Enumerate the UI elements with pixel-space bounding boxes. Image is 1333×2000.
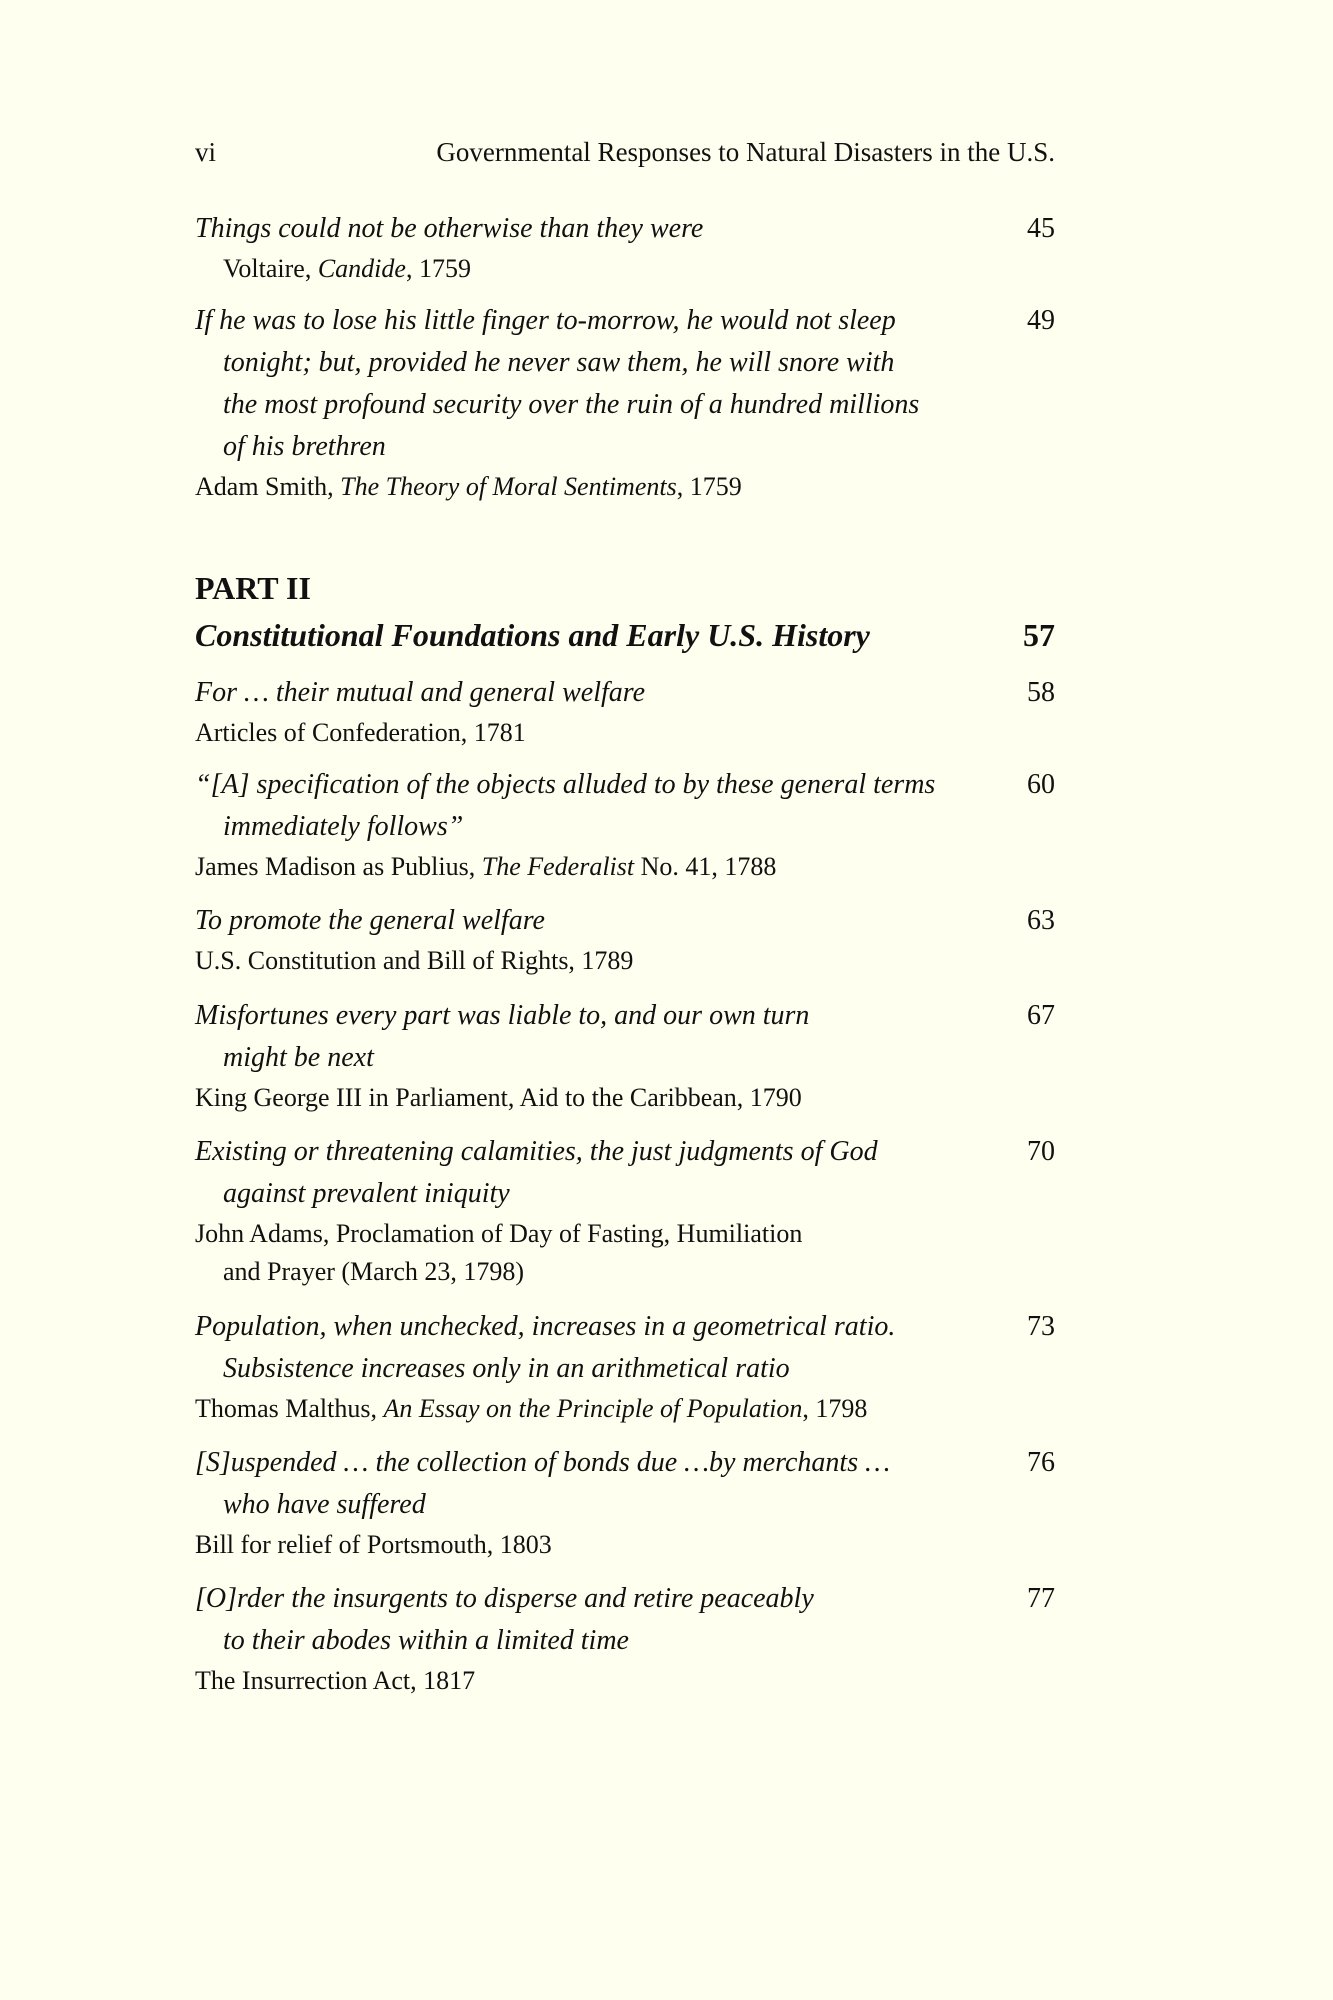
- entry-page-number: 67: [1027, 1000, 1055, 1031]
- source-author: Voltaire,: [223, 254, 318, 283]
- entry-quote-line: who have suffered: [223, 1489, 426, 1520]
- entry-quote-line: Things could not be otherwise than they were: [195, 213, 704, 244]
- source-text: The Insurrection Act, 1817: [195, 1666, 476, 1695]
- entry-quote-line: Existing or threatening calamities, the just judgments of God: [195, 1136, 878, 1167]
- source-text: U.S. Constitution and Bill of Rights, 1789: [195, 946, 634, 975]
- source-year: , 1798: [802, 1394, 868, 1423]
- toc-entry[interactable]: [195, 672, 1055, 752]
- toc-entry[interactable]: [195, 1306, 1055, 1428]
- toc-page: [195, 0, 1055, 2000]
- entry-quote-line: Population, when unchecked, increases in a geometrical ratio.: [195, 1311, 896, 1342]
- entry-page-number: 63: [1027, 905, 1055, 936]
- entry-source: [195, 468, 1055, 506]
- entry-source: [195, 1390, 1055, 1428]
- entry-quote-line: [S]uspended … the collection of bonds due …by merchants …: [195, 1447, 890, 1478]
- entry-page-number: 77: [1027, 1583, 1055, 1614]
- toc-entry[interactable]: [195, 1442, 1055, 1564]
- book-title: Governmental Responses to Natural Disasters in the U.S.: [436, 137, 1055, 167]
- source-text: and Prayer (March 23, 1798): [223, 1257, 525, 1286]
- toc-entry[interactable]: [195, 1131, 1055, 1291]
- entry-source: [195, 1215, 1055, 1253]
- entry-quote-line: against prevalent iniquity: [223, 1178, 510, 1209]
- entry-quote-line: “[A] specification of the objects alluded to by these general terms: [195, 769, 936, 800]
- entry-page-number: 73: [1027, 1311, 1055, 1342]
- entry-quote-line: To promote the general welfare: [195, 905, 545, 936]
- entry-quote-line: the most profound security over the ruin of a hundred millions: [223, 389, 920, 420]
- source-year: , 1759: [676, 472, 742, 501]
- entry-quote-line: might be next: [223, 1042, 374, 1073]
- entry-page-number: 60: [1027, 769, 1055, 800]
- source-text: King George III in Parliament, Aid to the Caribbean, 1790: [195, 1083, 802, 1112]
- running-head: [195, 134, 1055, 170]
- part-title-row[interactable]: [195, 612, 1055, 658]
- entry-quote-line: immediately follows”: [223, 811, 464, 842]
- part-label: PART II: [195, 570, 311, 606]
- entry-source: [195, 1662, 1055, 1700]
- source-work-title: Candide: [317, 254, 406, 283]
- source-text: Articles of Confederation, 1781: [195, 718, 526, 747]
- entry-quote-line: [O]rder the insurgents to disperse and retire peaceably: [195, 1583, 814, 1614]
- source-author: Adam Smith,: [195, 472, 341, 501]
- entry-source: [195, 1079, 1055, 1117]
- source-detail: No. 41, 1788: [634, 852, 777, 881]
- toc-entry[interactable]: [195, 764, 1055, 886]
- source-text: Bill for relief of Portsmouth, 1803: [195, 1530, 552, 1559]
- source-work-title: The Federalist: [481, 852, 635, 881]
- toc-entry[interactable]: [195, 900, 1055, 980]
- entry-quote-line: If he was to lose his little finger to-morrow, he would not sleep: [195, 305, 896, 336]
- entry-quote-line: Subsistence increases only in an arithmetical ratio: [223, 1353, 790, 1384]
- entry-source: [195, 942, 1055, 980]
- toc-entry[interactable]: [195, 300, 1055, 506]
- source-work-title: An Essay on the Principle of Population: [383, 1394, 803, 1423]
- toc-entry[interactable]: [195, 1578, 1055, 1700]
- entry-page-number: 58: [1027, 677, 1055, 708]
- entry-quote-line: of his brethren: [223, 431, 386, 462]
- entry-source: [195, 714, 1055, 752]
- entry-page-number: 70: [1027, 1136, 1055, 1167]
- part-title: Constitutional Foundations and Early U.S. History: [195, 617, 870, 653]
- entry-page-number: 49: [1027, 305, 1055, 336]
- source-text: John Adams, Proclamation of Day of Fasting, Humiliation: [195, 1219, 803, 1248]
- part-page-number: 57: [1023, 617, 1055, 653]
- entry-source: [195, 250, 1055, 288]
- entry-quote-line: tonight; but, provided he never saw them, he will snore with: [223, 347, 895, 378]
- entry-page-number: 45: [1027, 213, 1055, 244]
- entry-source: [195, 848, 1055, 886]
- entry-source: [195, 1253, 1055, 1291]
- entry-quote-line: Misfortunes every part was liable to, and our own turn: [195, 1000, 810, 1031]
- folio: vi: [195, 137, 217, 167]
- entry-page-number: 76: [1027, 1447, 1055, 1478]
- toc-entry[interactable]: [195, 208, 1055, 288]
- entry-source: [195, 1526, 1055, 1564]
- source-author: James Madison as Publius,: [195, 852, 482, 881]
- entry-quote-line: to their abodes within a limited time: [223, 1625, 629, 1656]
- source-work-title: The Theory of Moral Sentiments: [340, 472, 677, 501]
- source-year: , 1759: [405, 254, 471, 283]
- toc-entry[interactable]: [195, 995, 1055, 1117]
- entry-quote-line: For … their mutual and general welfare: [195, 677, 646, 708]
- source-author: Thomas Malthus,: [195, 1394, 384, 1423]
